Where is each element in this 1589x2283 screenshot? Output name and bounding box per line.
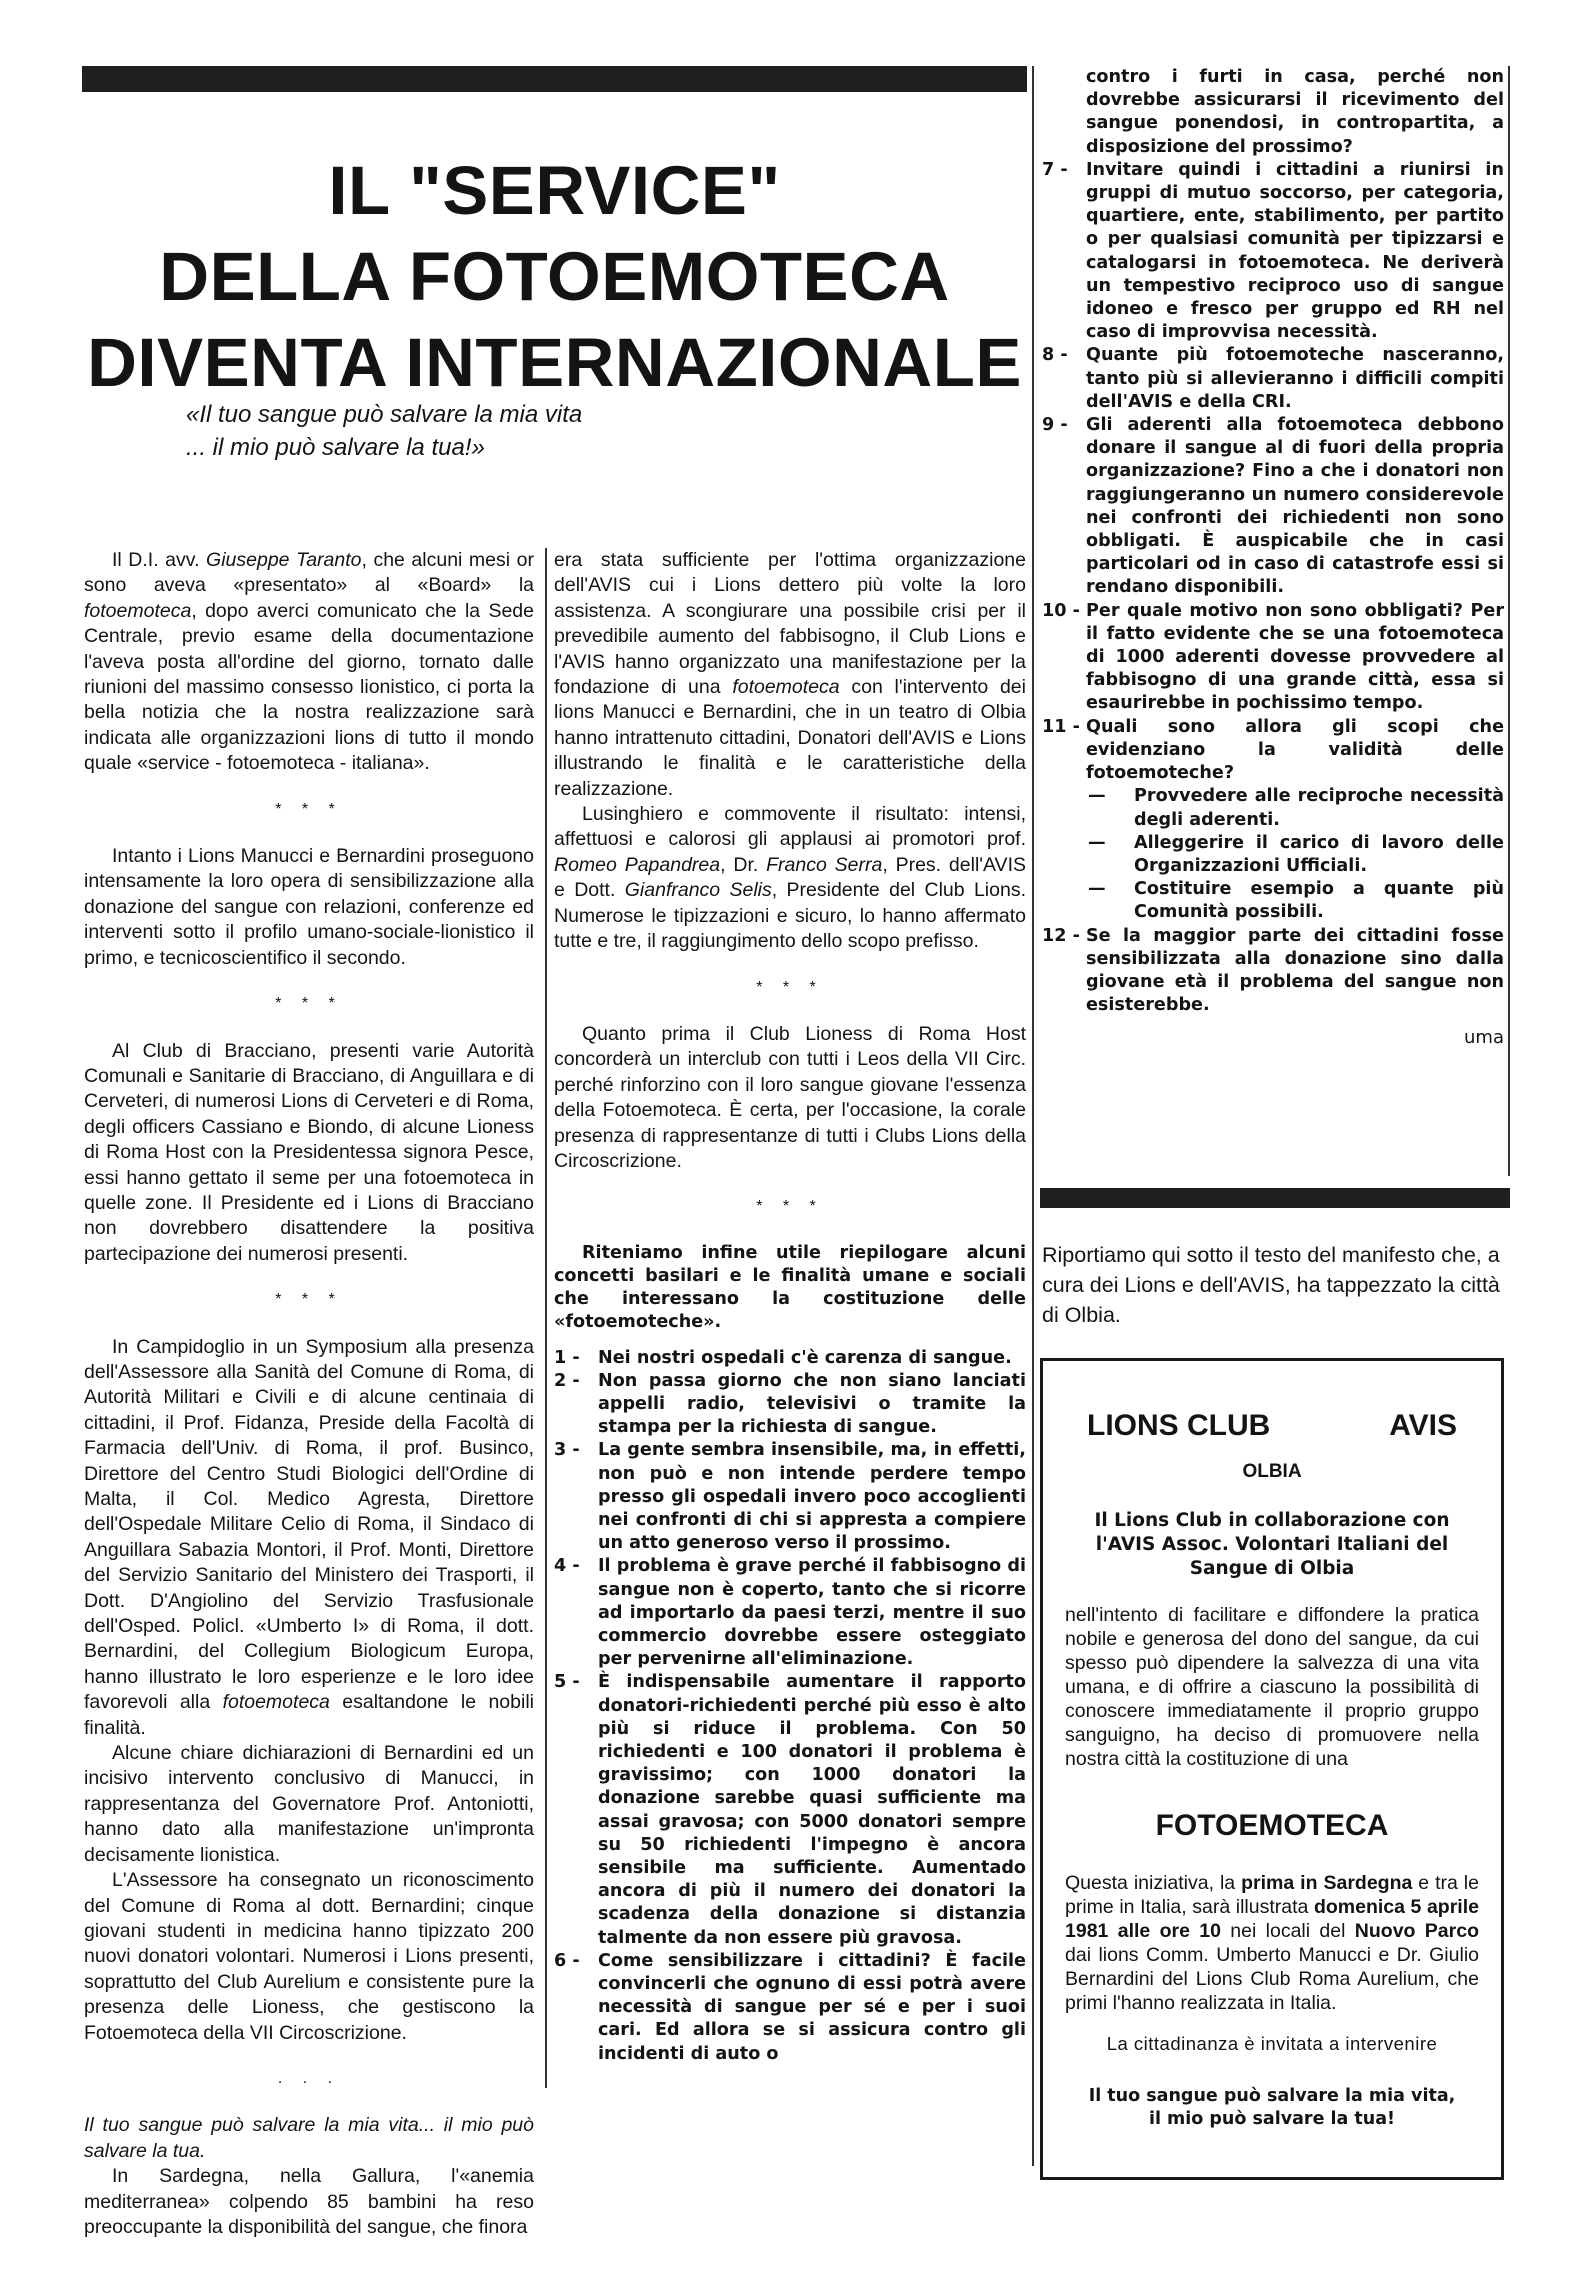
poster-avis: AVIS	[1389, 1409, 1457, 1442]
paragraph: Quanto prima il Club Lioness di Roma Host concorderà un interclub con tutti i Leos della VII Circ. perché rinforzino con il loro sangue giovane l'essenza della Fotoemoteca. È certa, per l'occasione, la corale presenza di rappresentanze di tutti i Clubs Lions della Circoscrizione.	[554, 1022, 1026, 1172]
item-number: 11 -	[1042, 716, 1080, 737]
item-text: contro i furti in casa, perché non dovrebbe assicurarsi il ricevimento del sangue ponendosi, in contropartita, a disposizione del prossimo?	[1086, 67, 1504, 157]
item-number: 8 -	[1042, 345, 1068, 366]
item-number	[1042, 66, 1086, 159]
list-item	[554, 1347, 1026, 1370]
item-number: 9 -	[1042, 415, 1068, 436]
poster-city: OLBIA	[1242, 1461, 1302, 1482]
top-black-bar	[82, 66, 1027, 92]
text: In Campidoglio in un Symposium alla presenza dell'Assessore alla Sanità del Comune di Roma, di Autorità Militari e Civili e di alcune centinaia di cittadini, il Prof. Fidanza, Preside della Facoltà di Farmacia dell'Univ. di Roma, il prof. Businco, Direttore del Centro Studi Biologici dell'Ordine di Malta, il Col. Medico Agresta, Direttore dell'Ospedale Militare Celio di Roma, il Sindaco di Anguillara Sabazia Montori, il Prof. Monti, Direttore del Servizio Sanitario del Ministero dei Trasporti, il Dott. D'Angiolino del Servizio Trasfusionale dell'Osped. Policl. «Umberto I» di Roma, il dott. Bernardini, del Collegium Biologicum Europa, hanno illustrato le loro esperienze e le loro idee favorevoli alla	[84, 1335, 534, 1714]
list-item	[554, 1370, 1026, 1440]
list-item	[1042, 414, 1504, 600]
sub-item-text: Costituire esempio a quante più Comunità possibili.	[1134, 879, 1504, 923]
column-rule	[1508, 66, 1510, 1176]
item-text: Quante più fotoemoteche nasceranno, tanto più si allevieranno i difficili compiti dell'AVIS e della CRI.	[1086, 345, 1504, 412]
text: Lusinghiero e commovente il risultato: intensi, affettuosi e calorosi gli applausi ai promotori prof.	[554, 803, 1026, 851]
person-name: Gianfranco Selis	[624, 879, 772, 902]
motto-quote	[186, 398, 746, 464]
text: , Dr.	[720, 853, 767, 876]
poster-body: nell'intento di facilitare e diffondere la pratica nobile e generosa del dono del sangue, da cui spesso può dipendere la salvezza di una vita umana, e di offrire a ciascuno la possibilità di conoscere immediatamente il proprio gruppo sanguigno, ha deciso di promuovere nella nostra città la costituzione di una	[1065, 1604, 1479, 1770]
separator: * * *	[756, 978, 824, 996]
numbered-list	[554, 1242, 1026, 2066]
article-column-2	[554, 548, 1026, 2066]
manifesto-poster	[1040, 1358, 1504, 2180]
sub-item	[1042, 878, 1504, 924]
text: , Presidente del Club Lions. Numerose le tipizzazioni e sicuro, lo hanno affermato tutte e tre, il raggiungimento dello scopo prefisso.	[554, 879, 1026, 953]
item-number: 5 -	[554, 1672, 580, 1693]
separator: * * *	[275, 800, 343, 818]
item-text: Gli aderenti alla fotoemoteca debbono donare il sangue al di fuori della propria organizzazione? Fino a che i donatori non raggiungeranno un numero considerevole nei confronti dei richiedenti non sono obbligati. È auspicabile che in casi particolari od in caso di catastrofe essi si rendano disponibili.	[1086, 415, 1504, 598]
text: dai lions Comm. Umberto Manucci e Dr. Giulio Bernardini del Lions Club Roma Aurelium, che primi l'hanno realizzata in Italia.	[1065, 1944, 1479, 2014]
headline-line: IL "SERVICE"	[328, 152, 781, 229]
event-date: domenica 5 aprile 1981 alle ore 10	[1065, 1896, 1479, 1942]
list-item	[1042, 159, 1504, 345]
section-black-bar	[1040, 1188, 1510, 1208]
list-item	[1042, 925, 1504, 1018]
paragraph	[84, 548, 534, 777]
separator: * * *	[275, 1291, 343, 1309]
text: esaltandone le nobili finalità.	[84, 1691, 534, 1739]
person-name: Romeo Papandrea	[554, 853, 721, 876]
list-item	[1042, 716, 1504, 786]
motto-line: il mio può salvare la tua!	[1148, 2109, 1396, 2129]
list-intro: Riteniamo infine utile riepilogare alcuni concetti basilari e le finalità umane e sociali che interessano la costituzione delle «fotoemoteche».	[554, 1242, 1026, 1333]
item-text: Per quale motivo non sono obbligati? Per il fatto evidente che se una fotoemoteca di 1000 aderenti dovesse provvedere al fabbisogno di una grande città, essa si esaurirebbe in pochissimo tempo.	[1086, 600, 1504, 714]
list-item	[554, 1439, 1026, 1555]
numbered-list	[1042, 66, 1504, 1017]
highlight: prima in Sardegna	[1241, 1872, 1413, 1894]
poster-header	[1065, 1409, 1479, 1443]
list-item	[1042, 344, 1504, 414]
list-item	[554, 1555, 1026, 1671]
paragraph: L'Assessore ha consegnato un riconoscimento del Comune di Roma al dott. Bernardini; cinque giovani studenti in medicina hanno tipizzato 200 nuovi donatori volontari. Numerosi i Lions presenti, soprattutto del Club Aurelium e consistente pure la presenza delle Lioness, che gestiscono la Fotoemoteca della VII Circoscrizione.	[84, 1869, 534, 2044]
sub-item	[1042, 832, 1504, 878]
text: e tra le prime in Italia, sarà illustrata	[1065, 1872, 1479, 1918]
paragraph: Al Club di Bracciano, presenti varie Autorità Comunali e Sanitarie di Bracciano, di Anguillara e di Cerveteri, di numerosi Lions di Cerveteri e di Roma, degli officers Cassiano e Biondo, di alcune Lioness di Roma Host con la Presidentessa signora Pesce, essi hanno gettato il seme per una fotoemoteca in quelle zone. Il Presidente ed i Lions di Bracciano non dovrebbero disattendere la positiva partecipazione dei numerosi presenti.	[84, 1039, 534, 1265]
sub-item-text: Provvedere alle reciproche necessità degli aderenti.	[1134, 786, 1504, 830]
item-number: 3 -	[554, 1440, 580, 1461]
term: fotoemoteca	[732, 676, 840, 699]
paragraph: In Sardegna, nella Gallura, l'«anemia mediterranea» colpendo 85 bambini ha reso preoccupante la disponibilità del sangue, che finora	[84, 2165, 534, 2238]
text: , che alcuni mesi or sono aveva «presentato» al «Board» la	[84, 549, 534, 597]
item-text: Quali sono allora gli scopi che evidenziano la validità delle fotoemoteche?	[1086, 716, 1504, 784]
paragraph	[554, 548, 1026, 802]
item-text: Nei nostri ospedali c'è carenza di sangue.	[598, 1347, 1012, 1368]
article-column-3	[1042, 66, 1504, 1051]
term: fotoemoteca	[84, 599, 192, 622]
item-text: Se la maggior parte dei cittadini fosse sensibilizzata alla donazione sino dalla giovane età il problema del sangue non esisterebbe.	[1086, 925, 1504, 1016]
poster-invitation: La cittadinanza è invitata a intervenire	[1106, 2033, 1438, 2054]
item-text: La gente sembra insensibile, ma, in effetti, non può e non intende perdere tempo presso gli ospedali invero poco accoglienti nei confronti di chi si appresta a compiere un atto generoso verso il prossimo.	[598, 1440, 1026, 1554]
item-text: Il problema è grave perché il fabbisogno di sangue non è coperto, tanto che si ricorre ad importarlo da paesi terzi, mentre il suo commercio dovrebbe essere osteggiato per pervenirne all'eliminazione.	[598, 1556, 1026, 1670]
item-text: Non passa giorno che non siano lanciati appelli radio, televisivi o tramite la stampa per la richiesta di sangue.	[598, 1370, 1026, 1438]
article-column-1	[84, 548, 534, 2240]
italic-motto: Il tuo sangue può salvare la mia vita... il mio può salvare la tua.	[84, 2114, 534, 2162]
text: Questa iniziativa, la	[1065, 1872, 1242, 1894]
quote-line: ... il mio può salvare la tua!»	[186, 434, 485, 461]
term: fotoemoteca	[222, 1691, 330, 1714]
poster-info	[1065, 1871, 1479, 2015]
item-text: Invitare quindi i cittadini a riunirsi in gruppi di mutuo soccorso, per categoria, quartiere, ente, stabilimento, per partito o per qualsiasi comunità per tipizzarsi e catalogarsi in fotoemoteca. Ne deriverà un tempestivo reciproco uso di sangue idoneo e fresco per gruppo ed RH nel caso di improvvisa necessità.	[1086, 159, 1504, 343]
dash: —	[1088, 879, 1106, 900]
venue: Nuovo Parco	[1354, 1920, 1479, 1942]
poster-motto	[1065, 2085, 1479, 2131]
quote-line: «Il tuo sangue può salvare la mia vita	[186, 401, 583, 428]
item-number: 12 -	[1042, 925, 1080, 946]
author-signature: uma	[1464, 1027, 1504, 1049]
list-item	[1042, 600, 1504, 716]
list-item-continued	[1042, 66, 1504, 159]
list-item	[554, 1671, 1026, 1949]
text: era stata sufficiente per l'ottima organizzazione dell'AVIS cui i Lions dettero più volte la loro assistenza. A scongiurare una possibile crisi per il prevedibile aumento del fabbisogno, il Club Lions e l'AVIS hanno organizzato una manifestazione per la fondazione di una	[554, 549, 1026, 699]
headline	[82, 148, 1027, 406]
person-name: Giuseppe Taranto	[206, 549, 362, 571]
headline-line: DIVENTA INTERNAZIONALE	[87, 324, 1022, 401]
sub-item	[1042, 785, 1504, 831]
manifesto-intro: Riportiamo qui sotto il testo del manifesto che, a cura dei Lions e dell'AVIS, ha tappezzato la città di Olbia.	[1042, 1243, 1500, 1327]
dash: —	[1088, 832, 1106, 853]
dash: —	[1088, 786, 1106, 807]
item-number: 10 -	[1042, 600, 1080, 621]
poster-title: FOTOEMOTECA	[1155, 1809, 1389, 1842]
item-text: Come sensibilizzare i cittadini? È facile convincerli che ognuno di essi potrà avere necessità di sangue per sé e per i suoi cari. Ed allora se si assicura contro gli incidenti di auto o	[598, 1950, 1026, 2064]
paragraph: Alcune chiare dichiarazioni di Bernardini ed un incisivo intervento conclusivo di Manucci, in rappresentanza del Governatore Prof. Antoniotti, hanno dato alla manifestazione un'impronta decisamente lionistica.	[84, 1742, 534, 1866]
text: nei locali del	[1220, 1920, 1355, 1942]
paragraph	[554, 802, 1026, 954]
poster-intro: Il Lions Club in collaborazione con l'AVIS Assoc. Volontari Italiani del Sangue di Olbia	[1094, 1510, 1450, 1579]
item-number: 7 -	[1042, 159, 1068, 180]
item-text: È indispensabile aumentare il rapporto donatori-richiedenti perché più esso è alto più si riduce il problema. Con 50 richiedenti e 100 donatori il problema è gravissimo; con 1000 donatori la donazione sarebbe quasi sufficiente ma assai gravosa; con 5000 donatori sempre su 50 richiedenti l'impegno è ancora sensibile ma sufficiente. Aumentado ancora di più il numero dei donatori la scadenza della donazione si distanzia talmente da non essere più gravosa.	[598, 1672, 1026, 1948]
column-rule	[545, 548, 547, 2088]
item-number: 6 -	[554, 1950, 580, 1971]
item-number: 2 -	[554, 1370, 580, 1391]
list-item	[554, 1950, 1026, 2066]
separator: . . .	[277, 2069, 341, 2087]
text: , Pres. dell'AVIS e Dott.	[554, 853, 1026, 902]
paragraph: Intanto i Lions Manucci e Bernardini proseguono intensamente la loro opera di sensibilizzazione alla donazione del sangue con relazioni, conferenze ed interventi sotto il profilo umano-sociale-lionistico il primo, e tecnicoscientifico il secondo.	[84, 845, 534, 969]
poster-lions-club: LIONS CLUB	[1087, 1409, 1271, 1442]
separator: * * *	[756, 1198, 824, 1216]
text: Il D.I. avv.	[112, 549, 207, 571]
paragraph	[84, 1335, 534, 1742]
item-number: 1 -	[554, 1347, 580, 1368]
sub-item-text: Alleggerire il carico di lavoro delle Organizzazioni Ufficiali.	[1134, 832, 1504, 876]
item-number: 4 -	[554, 1556, 580, 1577]
motto-line: Il tuo sangue può salvare la mia vita,	[1088, 2086, 1456, 2106]
headline-line: DELLA FOTOEMOTECA	[159, 238, 950, 315]
text: con l'intervento dei lions Manucci e Bernardini, che in un teatro di Olbia hanno intrattenuto cittadini, Donatori dell'AVIS e Lions illustrando le finalità e le caratteristiche della realizzazione.	[554, 676, 1026, 800]
separator: * * *	[275, 995, 343, 1013]
person-name: Franco Serra	[766, 853, 883, 876]
column-rule	[1032, 66, 1034, 2166]
text: , dopo averci comunicato che la Sede Centrale, previo esame della documentazione l'aveva posta all'ordine del giorno, tornato dalle riunioni del massimo consesso lionistico, ci porta la bella notizia che la nostra realizzazione sarà indicata alle organizzazioni lions di tutto il mondo quale «service - fotoemoteca - italiana».	[84, 599, 534, 775]
